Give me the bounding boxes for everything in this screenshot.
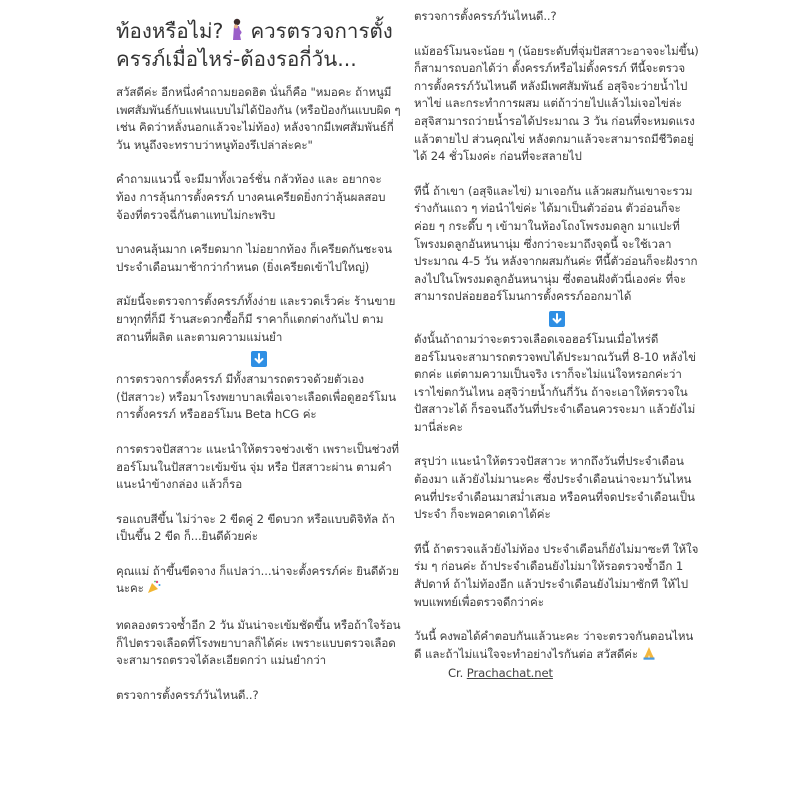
section-heading-when-to-test: ตรวจการตั้งครรภ์วันไหนดี..? bbox=[414, 9, 557, 23]
paragraph-closing bbox=[414, 628, 699, 683]
pregnant-woman-icon bbox=[230, 18, 244, 46]
title-main: ควรตรวจการตั้งครรภ์เมื่อไหร่-ต้องรอกี่วัน... bbox=[116, 19, 393, 71]
article-title bbox=[116, 18, 401, 72]
left-column bbox=[116, 0, 401, 721]
paragraph-question-versions: คำถามแนวนี้ จะมีมาทั้งเวอร์ชั่น กลัวท้อง และ อยากจะท้อง การลุ้นการตั้งครรภ์ บางคนเครียดยิ่งกว่าลุ้นผลสอบ จ้องที่ตรวจฉี่กันตาแทบไม่กะพริบ bbox=[116, 172, 386, 222]
down-arrow-icon bbox=[251, 351, 267, 367]
paragraph-test-availability: สมัยนี้จะตรวจการตั้งครรภ์ทั้งง่าย และรวดเร็วค่ะ ร้านขายยาทุกที่ก็มี ร้านสะดวกซื้อก็มี ราคาก็แตกต่างกันไป ตามสถานที่ผลิต และตามความแม่นยำ bbox=[116, 294, 396, 344]
paragraph-urine-test: การตรวจปัสสาวะ แนะนำให้ตรวจช่วงเช้า เพราะเป็นช่วงที่ฮอร์โมนในปัสสาวะเข้มข้น จุ่ม หรือ ปัสสาวะผ่าน ตามคำแนะนำข้างกล่อง แล้วก็รอ bbox=[116, 441, 399, 492]
party-popper-icon bbox=[147, 580, 161, 600]
paragraph-blood-test-timing: ดังนั้นถ้าถามว่าจะตรวจเลือดเจอฮอร์โมนเมื่อไหร่ดี ฮอร์โมนจะสามารถตรวจพบได้ประมาณวันที่ 8-10 หลังไข่ตกค่ะ แต่ตามความเป็นจริง เราก็จะไม่แน่ใจหรอกค่ะว่า เราไข่ตกวันไหน อสุจิว่ายน้ำกันกี่วัน ถ้าจะเอาให้ตรวจในปัสสาวะได้ ก็รอจนถึงวันที่ประจำเดือนควรจะมา แล้วยังไม่มานี่ล่ะคะ bbox=[414, 331, 696, 434]
paragraph-not-pregnant: ทีนี้ ถ้าตรวจแล้วยังไม่ท้อง ประจำเดือนก็ยังไม่มาซะที ให้ใจร่ม ๆ ก่อนค่ะ ถ้าประจำเดือนยังไม่มาให้รอตรวจซ้ำอีก 1 สัปดาห์ ถ้าไม่ท้องอีก แล้วประจำเดือนยังไม่มาซักที ให้ไปพบแพทย์เพื่อตรวจดีกว่าค่ะ bbox=[414, 541, 699, 609]
paragraph-faint-line bbox=[116, 563, 401, 600]
paragraph-intro: สวัสดีค่ะ อีกหนึ่งคำถามยอดฮิต นั่นก็คือ "หมอคะ ถ้าหนูมีเพศสัมพันธ์กับแฟนแบบไม่ได้ป้องกัน (หรือป้องกันแบบผิด ๆ เช่น คิดว่าหลั่งนอกแล้วจะไม่ท้อง) หลังจากมีเพศสัมพันธ์กี่วัน หนูถึงจะทราบว่าหนูท้องรึเปล่าล่ะคะ" bbox=[116, 85, 401, 152]
right-column bbox=[414, 0, 699, 700]
paragraph-implantation: ทีนี้ ถ้าเขา (อสุจิและไข่) มาเจอกัน แล้วผสมกันเขาจะรวมร่างกันแถว ๆ ท่อนำไข่ค่ะ ได้มาเป็นตัวอ่อน ตัวอ่อนก็จะค่อย ๆ กระดึ๊บ ๆ เข้ามาในห้องโถงโพรงมดลูก มาแปะที่โพรงมดลูกอันหนานุ่ม ซึ่งกว่าจะมาถึงจุดนี้ จะใช้เวลาประมาณ 4-5 วัน หลังจากผสมกันค่ะ ทีนี้ตัวอ่อนก็จะฝังรากลงไปในโพรงมดลูกอันหนานุ่ม ซึ่งตอนฝังตัวนี่เองค่ะ ที่จะสามารถปล่อยฮอร์โมนการตั้งครรภ์ออกมาได้ bbox=[414, 183, 698, 304]
paragraph-stress: บางคนลุ้นมาก เครียดมาก ไม่อยากท้อง ก็เครียดกันชะจนประจำเดือนมาช้ากว่ากำหนด (ยิ่งเครียดเข้าไปใหญ่) bbox=[116, 242, 392, 274]
paragraph-summary: สรุปว่า แนะนำให้ตรวจปัสสาวะ หากถึงวันที่ประจำเดือนต้องมา แล้วยังไม่มานะคะ ซึ่งประจำเดือนน่าจะมาวันไหน คนที่ประจำเดือนมาสม่ำเสมอ หรือคนที่จดประจำเดือนเป็นประจำ ก็จะพอคาดเดาได้ค่ะ bbox=[414, 454, 695, 522]
paragraph-when-to-test-left: ตรวจการตั้งครรภ์วันไหนดี..? bbox=[116, 687, 259, 702]
credit-prefix: Cr. bbox=[448, 666, 464, 681]
faint-line-text: คุณแม่ ถ้าขึ้นขีดจาง ก็แปลว่า...น่าจะตั้งครรภ์ค่ะ ยินดีด้วยนะคะ bbox=[116, 563, 399, 596]
paragraph-retest: ทดลองตรวจซ้ำอีก 2 วัน มันน่าจะเข้มชัดขึ้น หรือถ้าใจร้อน ก็ไปตรวจเลือดที่โรงพยาบาลก็ได้ค่ะ เพราะแบบตรวจเลือดจะสามารถตรวจได้ละเอียดกว่า แม่นยำกว่า bbox=[116, 618, 401, 668]
paragraph-test-methods: การตรวจการตั้งครรภ์ มีทั้งสามารถตรวจด้วยตัวเอง (ปัสสาวะ) หรือมาโรงพยาบาลเพื่อเจาะเลือดเพื่อดูฮอร์โมนการตั้งครรภ์ หรือฮอร์โมน Beta hCG ค่ะ bbox=[116, 372, 396, 422]
paragraph-hormone-sperm: แม้ฮอร์โมนจะน้อย ๆ (น้อยระดับที่จุ่มปัสสาวะอาจจะไม่ขึ้น) ก็สามารถบอกได้ว่า ตั้งครรภ์หรือไม่ตั้งครรภ์ ทีนี้จะตรวจการตั้งครรภ์วันไหนดี หลังมีเพศสัมพันธ์ อสุจิจะว่ายน้ำไปหาไข่ และกระทำการผสม แต่ถ้าว่ายไปแล้วไม่เจอไข่ล่ะ อสุจิสามารถว่ายน้ำรอได้ประมาณ 3 วัน ก่อนที่จะหมดแรงแล้วตายไป ส่วนคุณไข่ หลังตกมาแล้วจะสามารถมีชีวิตอยู่ได้ 24 ชั่วโมงค่ะ ก่อนที่จะสลายไป bbox=[414, 43, 699, 164]
closing-text: วันนี้ คงพอได้คำตอบกันแล้วนะคะ ว่าจะตรวจกันตอนไหนดี และถ้าไม่แน่ใจจะทำอย่างไรกันต่อ สวัสดีค่ะ bbox=[414, 629, 694, 661]
paragraph-result-lines: รอแถบสีขึ้น ไม่ว่าจะ 2 ขีดคู่ 2 ขีดบวก หรือแบบดิจิทัล ถ้าเป็นขึ้น 2 ขีด ก็...ยินดีด้วยค่ะ bbox=[116, 511, 395, 544]
credit-source-link[interactable]: Prachachat.net bbox=[466, 666, 553, 681]
folded-hands-icon bbox=[642, 646, 656, 666]
down-arrow-icon bbox=[549, 311, 565, 327]
title-question: ท้องหรือไม่? bbox=[116, 19, 224, 43]
